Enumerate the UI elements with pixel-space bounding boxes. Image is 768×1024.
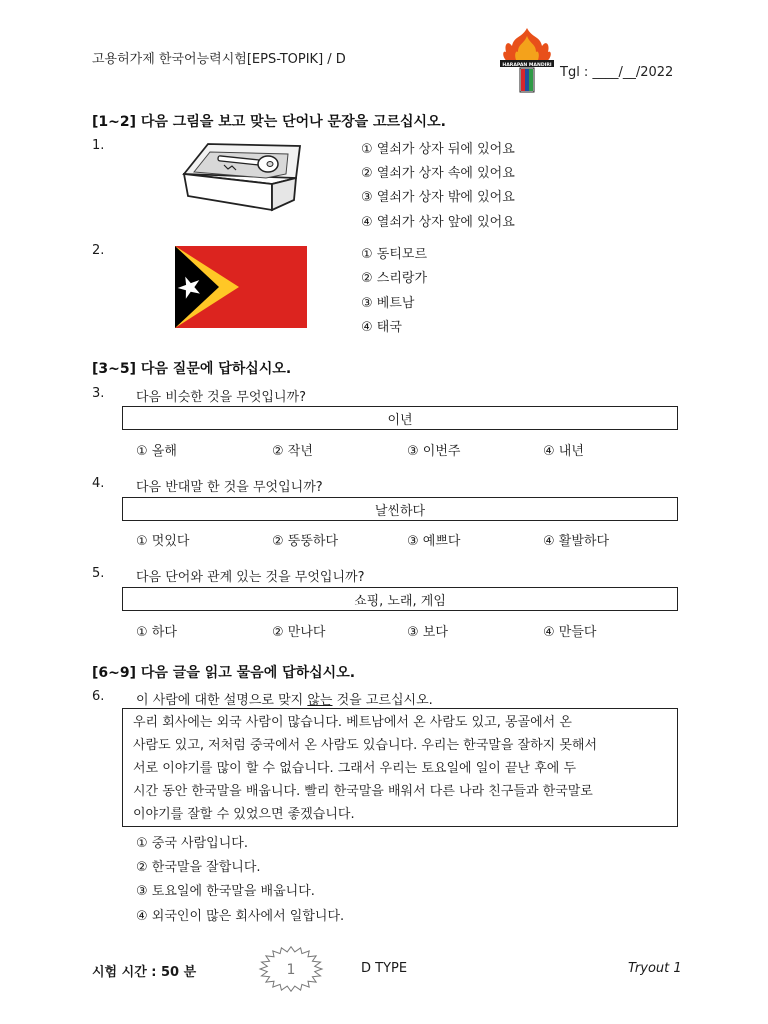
section-heading-6-9: [6~9] 다음 글을 읽고 물음에 답하십시오.	[92, 665, 356, 681]
q2-option-2[interactable]: ② 스리랑가	[361, 271, 428, 286]
q5-option-3[interactable]: ③ 보다	[407, 625, 448, 640]
q3-option-4[interactable]: ④ 내년	[543, 444, 584, 459]
question-number-6: 6.	[92, 689, 105, 704]
section-heading-1-2: [1~2] 다음 그림을 보고 맞는 단어나 문장을 고르십시오.	[92, 114, 446, 130]
q5-option-1[interactable]: ① 하다	[136, 625, 177, 640]
page-number: 1	[286, 962, 296, 978]
q1-option-1[interactable]: ① 열쇠가 상자 뒤에 있어요	[361, 142, 515, 157]
passage-line: 서로 이야기를 많이 할 수 없습니다. 그래서 우리는 토요일에 일이 끝난 후에 두	[133, 761, 577, 776]
question-number-1: 1.	[92, 138, 105, 153]
q2-option-1[interactable]: ① 동티모르	[361, 247, 428, 262]
q6-option-1[interactable]: ① 중국 사람입니다.	[136, 836, 248, 851]
date-field: Tgl : ____/__/2022	[560, 65, 674, 80]
question-number-4: 4.	[92, 476, 105, 491]
question-3-text: 다음 비슷한 것을 무엇입니까?	[136, 390, 306, 405]
q2-option-3[interactable]: ③ 베트남	[361, 296, 415, 311]
question-4-text: 다음 반대말 한 것을 무엇입니까?	[136, 480, 323, 495]
q2-option-4[interactable]: ④ 태국	[361, 320, 402, 335]
q6-option-4[interactable]: ④ 외국인이 많은 회사에서 일합니다.	[136, 909, 345, 924]
question-6-text-before: 이 사람에 대한 설명으로 맞지	[136, 693, 308, 708]
test-type: D TYPE	[361, 961, 408, 976]
question-3-box: 이년	[122, 406, 678, 430]
exam-time: 시험 시간 : 50 분	[92, 965, 197, 980]
question-6-text	[136, 689, 433, 708]
q3-option-1[interactable]: ① 올해	[136, 444, 177, 459]
q5-option-4[interactable]: ④ 만들다	[543, 625, 597, 640]
q4-option-2[interactable]: ② 뚱뚱하다	[272, 534, 339, 549]
harapan-mandiri-logo	[496, 26, 558, 96]
q4-option-3[interactable]: ③ 예쁘다	[407, 534, 461, 549]
q1-option-2[interactable]: ② 열쇠가 상자 속에 있어요	[361, 166, 515, 181]
question-6-text-after: 것을 고르십시오.	[332, 693, 433, 708]
question-6-underlined: 않는	[307, 693, 333, 708]
question-4-box: 날씬하다	[122, 497, 678, 521]
q6-option-2[interactable]: ② 한국말을 잘합니다.	[136, 860, 261, 875]
question-number-5: 5.	[92, 566, 105, 581]
q5-option-2[interactable]: ② 만나다	[272, 625, 326, 640]
passage-line: 우리 회사에는 외국 사람이 많습니다. 베트남에서 온 사람도 있고, 몽골에서 온	[133, 715, 572, 730]
section-heading-3-5: [3~5] 다음 질문에 답하십시오.	[92, 361, 292, 377]
q1-option-4[interactable]: ④ 열쇠가 상자 앞에 있어요	[361, 215, 515, 230]
q4-option-4[interactable]: ④ 활발하다	[543, 534, 610, 549]
exam-title: 고용허가제 한국어능력시험[EPS-TOPIK] / D	[92, 52, 346, 67]
passage-line: 이야기를 잘할 수 있었으면 좋겠습니다.	[133, 807, 355, 822]
reading-passage	[122, 708, 678, 827]
question-5-text: 다음 단어와 관계 있는 것을 무엇입니까?	[136, 570, 365, 585]
q6-option-3[interactable]: ③ 토요일에 한국말을 배웁니다.	[136, 884, 315, 899]
passage-line: 사람도 있고, 저처럼 중국에서 온 사람도 있습니다. 우리는 한국말을 잘하지 못해서	[133, 738, 598, 753]
key-in-box-icon	[176, 134, 306, 216]
q4-option-1[interactable]: ① 멋있다	[136, 534, 190, 549]
question-5-box: 쇼핑, 노래, 게임	[122, 587, 678, 611]
page-number-starburst	[258, 944, 324, 994]
q1-option-3[interactable]: ③ 열쇠가 상자 밖에 있어요	[361, 190, 515, 205]
logo-text: HARAPAN MANDIRI	[502, 62, 552, 68]
question-number-3: 3.	[92, 386, 105, 401]
question-number-2: 2.	[92, 243, 105, 258]
tryout-label: Tryout 1	[628, 961, 682, 976]
q3-option-2[interactable]: ② 작년	[272, 444, 313, 459]
q3-option-3[interactable]: ③ 이번주	[407, 444, 461, 459]
passage-line: 시간 동안 한국말을 배웁니다. 빨리 한국말을 배워서 다른 나라 친구들과 한국말로	[133, 784, 593, 799]
flag-icon	[175, 246, 307, 328]
